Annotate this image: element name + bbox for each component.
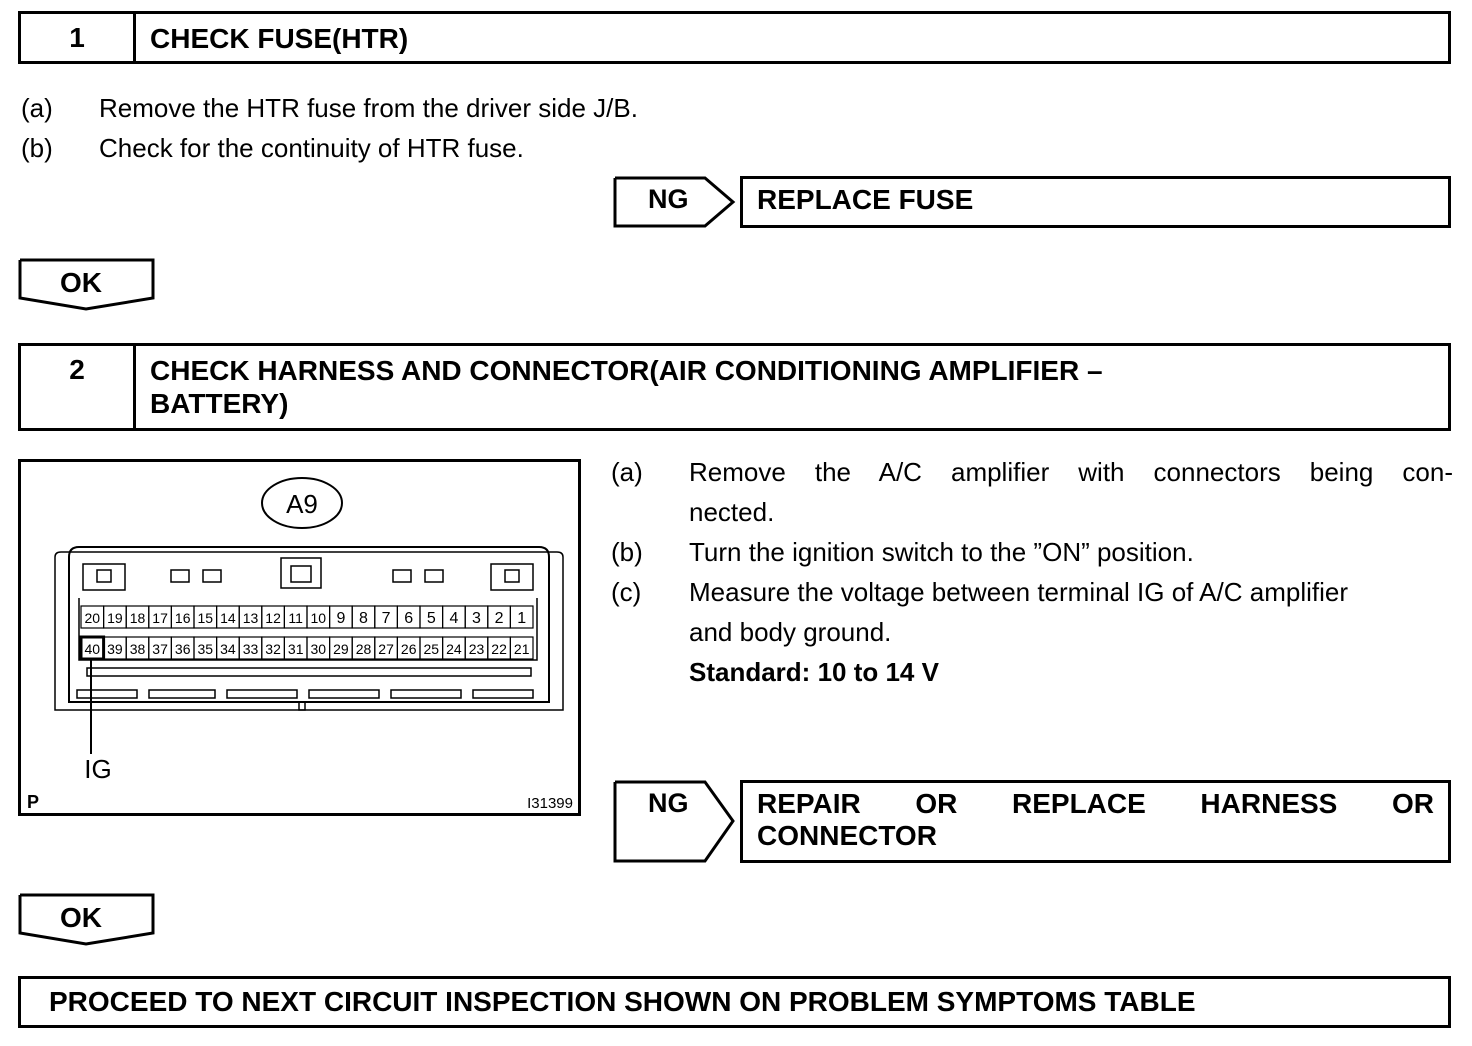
step2-instructions [611,452,1453,692]
item-label: (a) [611,457,643,487]
bottom-row-pin-number: 33 [242,641,259,657]
top-row-pin-number: 3 [472,610,481,627]
final-action-box: PROCEED TO NEXT CIRCUIT INSPECTION SHOWN ON PROBLEM SYMPTOMS TABLE [18,976,1451,1028]
item-label: (b) [21,133,53,163]
step1-ok-arrow [18,258,156,312]
bottom-row-pin-number: 30 [310,641,327,657]
step1-number: 1 [21,14,136,61]
top-row-pin-number: 14 [220,610,236,626]
top-row-pin-number: 15 [197,610,214,626]
top-row-pin-number: 2 [494,610,504,627]
bottom-row-pin-number: 35 [197,641,214,657]
bottom-row-pin-number: 25 [423,641,440,657]
top-row-pin-number: 1 [517,610,527,627]
bottom-row-pin-number: 36 [174,641,191,657]
bottom-row-pin-number: 26 [400,641,417,657]
step2-number: 2 [21,346,136,428]
standard-value: Standard: 10 to 14 V [689,657,939,687]
step1-item-b [21,128,921,168]
bottom-row-pin-number: 24 [446,641,462,657]
connector-id-label: A9 [286,489,318,519]
connector-ribs [77,668,533,710]
step2-ng-label: NG [648,788,689,818]
bottom-row-pin-number: 40 [84,641,101,657]
bottom-row-pin-number: 31 [287,641,304,657]
bottom-row-pin-number: 37 [152,641,168,657]
item-text-line1: Measure the voltage between terminal IG of A/C amplifier [689,577,1348,607]
step1-ok-label: OK [60,267,102,298]
top-row-pin-number: 12 [265,610,281,626]
step2-header [18,343,1451,431]
top-row-pin-number: 17 [152,610,168,626]
item-text-line2: and body ground. [689,617,892,647]
step2-ok-label: OK [60,902,102,933]
top-row-pin-number: 11 [288,610,303,626]
terminal-ig-label: IG [84,754,112,784]
step2-ng-arrow [613,780,738,863]
bottom-row-pin-number: 27 [378,641,394,657]
top-row-pin-number: 6 [404,610,414,627]
bottom-row-pin-number: 32 [265,641,281,657]
step2-item-c [611,572,1453,692]
bottom-row-pin-number: 21 [513,641,530,657]
item-text-line1: Remove the A/C amplifier with connectors being con- [689,457,1453,487]
connector-figure [18,459,581,816]
connector-shell [55,552,563,710]
bottom-row-pin-number: 29 [333,641,349,657]
top-row-pin-number: 4 [449,610,459,627]
step1-ng-arrow [613,176,738,228]
item-text: Turn the ignition switch to the ”ON” position. [689,537,1194,567]
step1-ng-label: NG [648,184,689,214]
item-label: (b) [611,537,643,567]
bottom-row-pin-number: 28 [355,641,372,657]
step2-item-a [611,452,1453,532]
item-text: Check for the continuity of HTR fuse. [99,133,524,163]
step2-title [136,346,1448,428]
top-row-pin-number: 20 [84,610,101,626]
figure-code: I31399 [527,795,573,812]
step2-ok-arrow [18,893,156,947]
bottom-row-pin-number: 23 [468,641,485,657]
top-row-pin-number: 13 [242,610,259,626]
item-label: (c) [611,577,642,607]
top-row-pin-number: 9 [336,610,346,627]
ng-action-line2: CONNECTOR [757,820,937,851]
bottom-row-pin-number: 38 [129,641,146,657]
top-row-pin-number: 5 [426,610,436,627]
top-row-pin-number: 19 [107,610,123,626]
step2-item-b [611,532,1453,572]
top-row-pin-number: 16 [174,610,191,626]
item-text: Remove the HTR fuse from the driver side J/B. [99,93,638,123]
bottom-row-pin-number: 39 [107,641,123,657]
step2-ng-action [740,780,1451,863]
bottom-row-pin-number: 34 [220,641,236,657]
top-row-pin-number: 7 [381,610,391,627]
item-label: (a) [21,93,53,123]
step2-title-line2: BATTERY) [150,388,289,419]
connector-diagram [21,462,578,813]
top-row-pin-number: 10 [310,610,327,626]
top-row-pin-number: 8 [359,610,368,627]
step1-ng-action: REPLACE FUSE [740,176,1451,228]
step1-title: CHECK FUSE(HTR) [150,23,409,54]
step1-item-a [21,88,921,128]
top-row-pin-number: 18 [129,610,146,626]
item-text-line2: nected. [689,497,775,527]
ng-action-line1: REPAIR OR REPLACE HARNESS OR [757,788,1434,819]
figure-corner-left: P [27,792,40,812]
step1-header [18,11,1451,64]
step2-title-line1: CHECK HARNESS AND CONNECTOR(AIR CONDITIONING AMPLIFIER – [150,355,1103,386]
bottom-row-pin-number: 22 [491,641,507,657]
